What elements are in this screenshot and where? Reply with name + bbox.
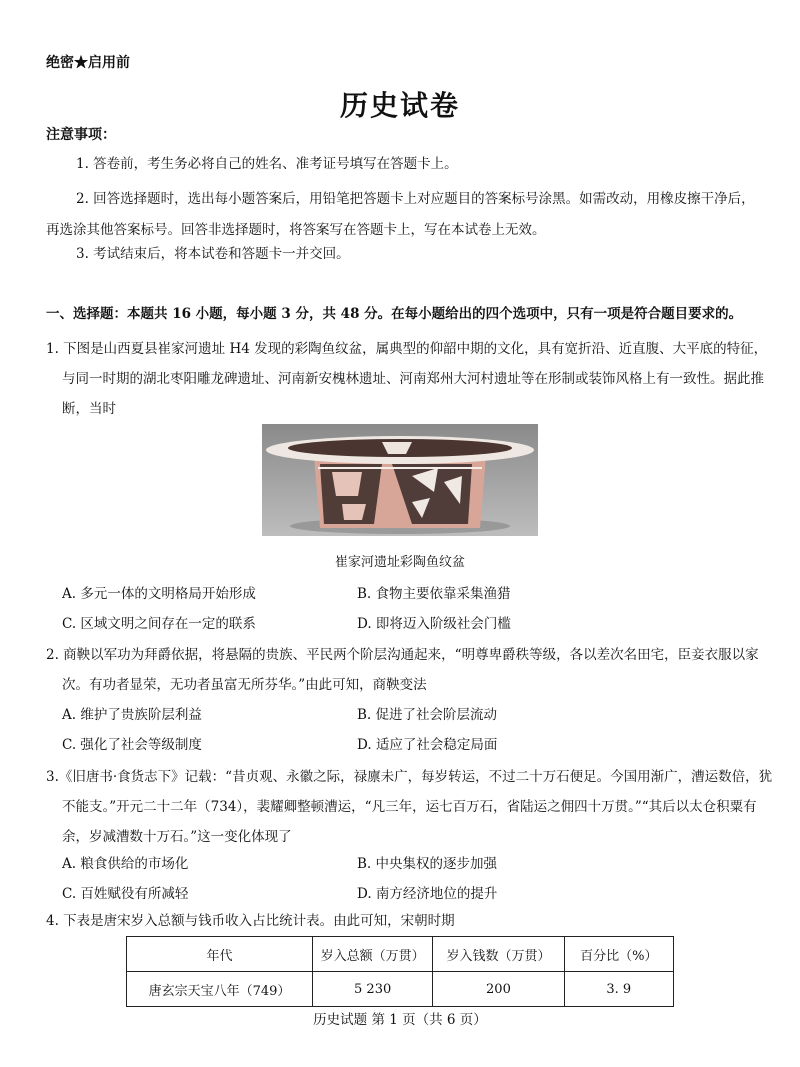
painted-pottery-basin-icon <box>262 424 538 536</box>
image-caption: 崔家河遗址彩陶鱼纹盆 <box>334 555 465 570</box>
confidential-label: 绝密★启用前 <box>46 55 130 71</box>
question-1-stem: 1. 下图是山西夏县崔家河遗址 H4 发现的彩陶鱼纹盆，属典型的仰韶中期的文化，具有宽折沿、近直腹、大平底的特征，与同一时期的湖北枣阳雕龙碑遗址、河南新安槐林遗址、河南郑州大河村遗址等在形制或装饰风格上有一致性。据此推断，当时 <box>46 341 768 417</box>
table-header-cell: 岁入总额（万贯） <box>312 937 432 972</box>
q2-option-d: D. 适应了社会稳定局面 <box>357 737 498 753</box>
notice-item-1: 1. 答卷前，考生务必将自己的姓名、准考证号填写在答题卡上。 <box>76 156 458 172</box>
q2-option-b: B. 促进了社会阶层流动 <box>357 707 498 723</box>
q1-option-b: B. 食物主要依靠采集渔猎 <box>357 586 511 602</box>
notice-heading: 注意事项： <box>46 127 116 143</box>
q2-option-c: C. 强化了社会等级制度 <box>62 737 202 753</box>
q3-option-d: D. 南方经济地位的提升 <box>357 886 498 902</box>
notice-item-2: 2. 回答选择题时，选出每小题答案后，用铅笔把答题卡上对应题目的答案标号涂黑。如需改动，用橡皮擦干净后，再选涂其他答案标号。回答非选择题时，将答案写在答题卡上，写在本试卷上无效。 <box>46 191 755 238</box>
page-footer: 历史试题 第 1 页（共 6 页） <box>313 1012 487 1028</box>
q2-option-a: A. 维护了贵族阶层利益 <box>62 707 202 723</box>
table-cell: 3. 9 <box>564 972 673 1007</box>
table-cell: 200 <box>433 972 564 1007</box>
revenue-table <box>126 936 674 1007</box>
table-header-cell: 年代 <box>127 937 313 972</box>
question-2-stem: 2. 商鞅以军功为拜爵依据，将悬隔的贵族、平民两个阶层沟通起来，“明尊卑爵秩等级，各以差次名田宅，臣妾衣服以家次。有功者显荣，无功者虽富无所芬华。”由此可知，商鞅变法 <box>46 647 759 693</box>
table-header-row <box>127 937 674 972</box>
q1-option-a: A. 多元一体的文明格局开始形成 <box>62 586 256 602</box>
table-header-cell: 岁入钱数（万贯） <box>433 937 564 972</box>
section-heading: 一、选择题：本题共 16 小题，每小题 3 分，共 48 分。在每小题给出的四个选项中，只有一项是符合题目要求的。 <box>46 306 743 322</box>
fish-pattern-basin-image <box>262 424 538 536</box>
q3-option-c: C. 百姓赋役有所减轻 <box>62 886 189 902</box>
page-title: 历史试卷 <box>339 89 460 122</box>
q3-option-b: B. 中央集权的逐步加强 <box>357 856 498 872</box>
question-3-stem: 3.《旧唐书·食货志下》记载：“昔贞观、永徽之际，禄廪未广，每岁转运，不过二十万石便足。今国用渐广，漕运数倍，犹不能支。”开元二十二年（734），裴耀卿整顿漕运，“凡三年，运七百万石，省陆运之佣四十万贯。”“其后以太仓积粟有余，岁减漕数十万石。”这一变化体现了 <box>46 769 773 845</box>
q3-option-a: A. 粮食供给的市场化 <box>62 856 189 872</box>
table-cell: 5 230 <box>312 972 432 1007</box>
q1-option-d: D. 即将迈入阶级社会门槛 <box>357 616 511 632</box>
table-header-cell: 百分比（%） <box>564 937 673 972</box>
q1-option-c: C. 区域文明之间存在一定的联系 <box>62 616 256 632</box>
question-4-stem: 4. 下表是唐宋岁入总额与钱币收入占比统计表。由此可知，宋朝时期 <box>46 913 455 929</box>
table-cell: 唐玄宗天宝八年（749） <box>127 972 313 1007</box>
notice-item-3: 3. 考试结束后，将本试卷和答题卡一并交回。 <box>76 246 350 262</box>
table-row <box>127 972 674 1007</box>
